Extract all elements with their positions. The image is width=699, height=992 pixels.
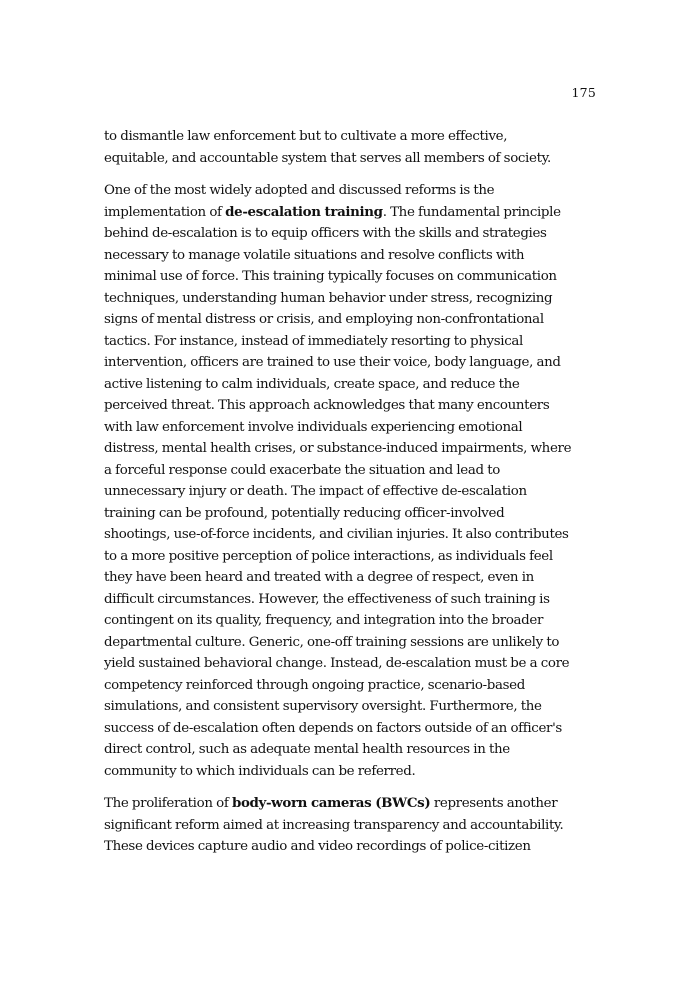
text-line <box>104 610 598 632</box>
text-run: signs of mental distress or crisis, and employing non-confrontational <box>104 312 544 327</box>
text-run: techniques, understanding human behavior under stress, recognizing <box>104 290 553 306</box>
text-run: to a more positive perception of police interactions, as individuals feel <box>104 548 553 564</box>
bold-term: body-worn cameras (BWCs) <box>231 795 431 811</box>
text-line <box>104 395 598 417</box>
text-run: implementation of <box>104 204 226 220</box>
text-run: a forceful response could exacerbate the situation and lead to <box>104 462 500 478</box>
text-line <box>104 815 598 837</box>
text-line <box>104 739 598 761</box>
text-line <box>104 546 598 568</box>
text-run: minimal use of force. This training typically focuses on communication <box>104 269 557 284</box>
text-run: equitable, and accountable system that serves all members of society. <box>104 150 551 166</box>
text-line <box>104 245 598 267</box>
text-run: direct control, such as adequate mental health resources in the <box>104 742 510 757</box>
text-run: community to which individuals can be referred. <box>104 763 416 779</box>
text-run: departmental culture. Generic, one-off training sessions are unlikely to <box>104 634 560 650</box>
text-line <box>104 761 598 783</box>
text-line <box>104 481 598 503</box>
text-run: active listening to calm individuals, create space, and reduce the <box>104 376 520 392</box>
text-line <box>104 417 598 439</box>
text-run: intervention, officers are trained to use their voice, body language, and <box>104 355 561 370</box>
text-line <box>104 524 598 546</box>
text-line <box>104 438 598 460</box>
text-run: to dismantle law enforcement but to cultivate a more effective, <box>104 129 508 144</box>
text-line <box>104 180 598 202</box>
text-run: necessary to manage volatile situations and resolve conflicts with <box>104 247 525 263</box>
text-run: significant reform aimed at increasing transparency and accountability. <box>104 817 564 833</box>
text-line <box>104 653 598 675</box>
text-line <box>104 288 598 310</box>
text-line <box>104 352 598 374</box>
text-line <box>104 675 598 697</box>
text-run: shootings, use-of-force incidents, and civilian injuries. It also contributes <box>104 527 569 542</box>
text-run: unnecessary injury or death. The impact of effective de-escalation <box>104 484 527 499</box>
text-run: difficult circumstances. However, the effectiveness of such training is <box>104 591 550 607</box>
text-line <box>104 223 598 245</box>
text-line <box>104 718 598 740</box>
text-run: tactics. For instance, instead of immediately resorting to physical <box>104 333 523 349</box>
text-line <box>104 460 598 482</box>
text-run: they have been heard and treated with a degree of respect, even in <box>104 570 534 585</box>
text-run: . The fundamental principle <box>382 204 561 220</box>
text-line <box>104 836 598 858</box>
text-run: success of de-escalation often depends on factors outside of an officer's <box>104 720 562 736</box>
text-line <box>104 589 598 611</box>
text-line <box>104 567 598 589</box>
text-run: behind de-escalation is to equip officers with the skills and strategies <box>104 226 547 241</box>
text-run: The proliferation of <box>104 796 232 811</box>
page-number: 175 <box>571 85 596 100</box>
text-run: training can be profound, potentially reducing officer-involved <box>104 505 505 521</box>
text-run: simulations, and consistent supervisory oversight. Furthermore, the <box>104 699 542 714</box>
text-run: contingent on its quality, frequency, and integration into the broader <box>104 613 544 628</box>
text-line <box>104 632 598 654</box>
text-line <box>104 309 598 331</box>
text-run: One of the most widely adopted and discussed reforms is the <box>104 183 495 198</box>
text-line <box>104 202 598 224</box>
text-run: distress, mental health crises, or substance-induced impairments, where <box>104 441 572 456</box>
text-line <box>104 148 598 170</box>
body-text <box>104 126 598 869</box>
text-line <box>104 126 598 148</box>
text-run: competency reinforced through ongoing practice, scenario-based <box>104 677 525 693</box>
text-run: yield sustained behavioral change. Instead, de-escalation must be a core <box>104 656 570 671</box>
text-line <box>104 793 598 815</box>
paragraph-3 <box>104 793 598 858</box>
text-line <box>104 503 598 525</box>
paragraph-2 <box>104 180 598 782</box>
text-line <box>104 266 598 288</box>
text-line <box>104 374 598 396</box>
text-run: represents another <box>430 796 558 811</box>
text-run: These devices capture audio and video recordings of police-citizen <box>104 839 531 854</box>
bold-term: de-escalation training <box>225 203 383 220</box>
text-line <box>104 696 598 718</box>
paragraph-1 <box>104 126 598 169</box>
text-run: perceived threat. This approach acknowledges that many encounters <box>104 398 550 413</box>
text-line <box>104 331 598 353</box>
text-run: with law enforcement involve individuals experiencing emotional <box>104 419 523 435</box>
